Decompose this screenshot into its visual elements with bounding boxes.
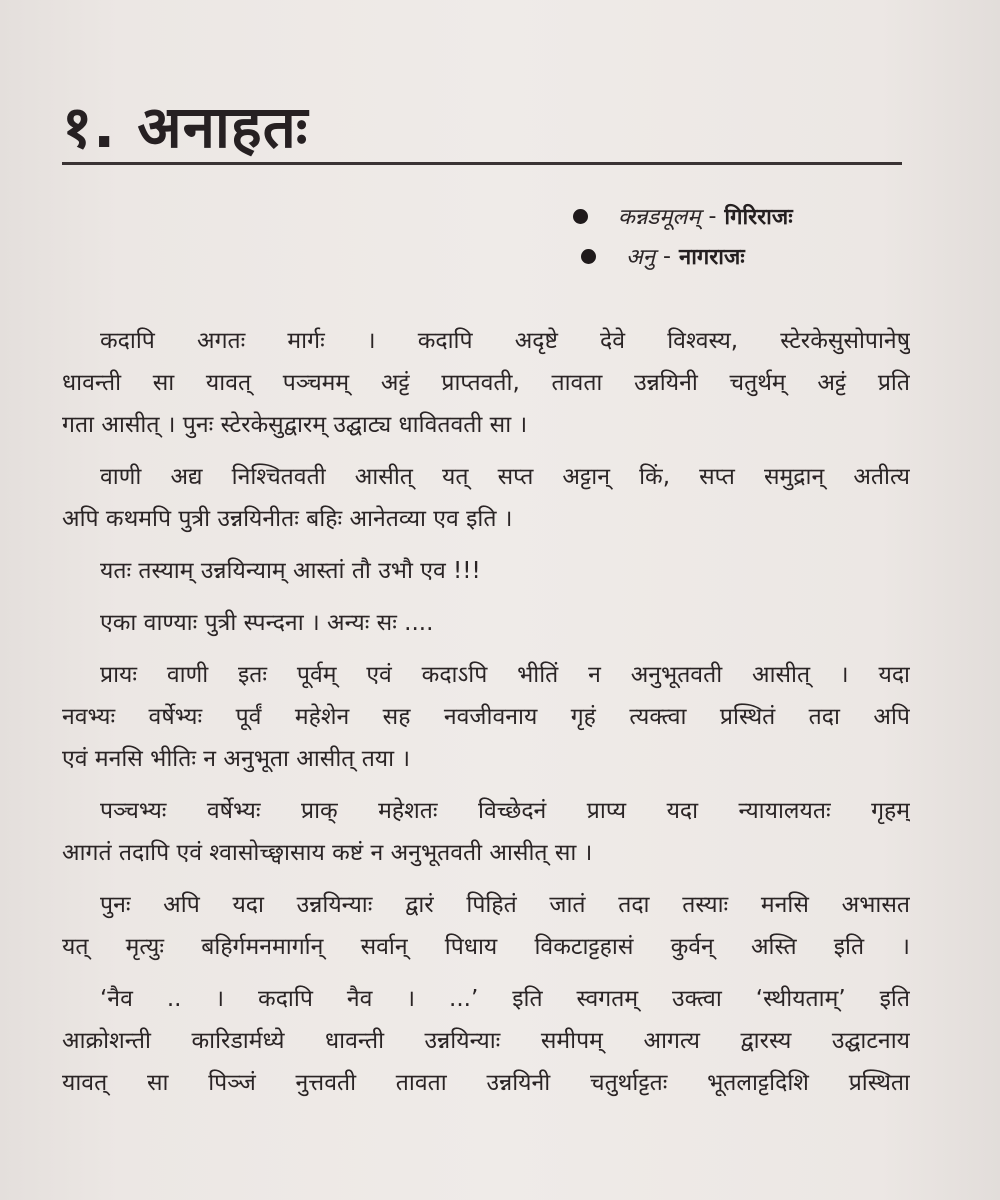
paragraph: [62, 550, 910, 592]
text-line: आगतं तदापि एवं श्वासोच्छ्वासाय कष्टं न अनुभूतवती आसीत् सा ।: [62, 840, 593, 866]
text-line: एका वाण्याः पुत्री स्पन्दना । अन्यः सः ....: [100, 610, 434, 636]
epigraph-line: [581, 236, 933, 276]
text-line: नवभ्यः वर्षेभ्यः पूर्वं महेशेन सह नवजीवनाय गृहं त्यक्त्वा प्रस्थितं तदा अपि: [62, 704, 910, 730]
bullet-icon: [573, 209, 588, 224]
epigraph-source: कन्नडमूलम्: [618, 205, 701, 230]
text-line: वाणी अद्य निश्चितवती आसीत् यत् सप्त अट्टान् किं, सप्त समुद्रान् अतीत्य: [100, 464, 910, 490]
paragraph: [62, 654, 910, 780]
epigraph: [573, 196, 933, 276]
text-line: पञ्चभ्यः वर्षेभ्यः प्राक् महेशतः विच्छेदनं प्राप्य यदा न्यायालयतः गृहम्: [100, 798, 910, 824]
text-line: यत् मृत्युः बहिर्गमनमार्गान् सर्वान् पिधाय विकटाट्टहासं कुर्वन् अस्ति इति ।: [62, 934, 910, 960]
text-line: अपि कथमपि पुत्री उन्नयिनीतः बहिः आनेतव्या एव इति ।: [62, 506, 513, 532]
heading-rule: [62, 162, 902, 165]
body-text: [62, 320, 910, 1114]
chapter-heading: १. अनाहतः: [62, 93, 309, 161]
text-line: यावत् सा पिञ्जं नुत्तवती तावता उन्नयिनी चतुर्थाट्टतः भूतलाट्टदिशि प्रस्थिता: [62, 1070, 910, 1096]
text-line: आक्रोशन्ती कारिडार्मध्ये धावन्ती उन्नयिन्याः समीपम् आगत्य द्वारस्य उद्घाटनाय: [62, 1028, 910, 1054]
text-line: पुनः अपि यदा उन्नयिन्याः द्वारं पिहितं जातं तदा तस्याः मनसि अभासत: [100, 892, 910, 918]
epigraph-dash: -: [708, 203, 717, 229]
text-line: कदापि अगतः मार्गः । कदापि अदृष्टे देवे विश्वस्य, स्टेरकेसुसोपानेषु: [100, 328, 910, 354]
bullet-icon: [581, 249, 596, 264]
text-line: धावन्ती सा यावत् पञ्चमम् अट्टं प्राप्तवती, तावता उन्नयिनी चतुर्थम् अट्टं प्रति: [62, 370, 910, 396]
text-line: यतः तस्याम् उन्नयिन्याम् आस्तां तौ उभौ एव !!!: [100, 558, 481, 584]
paragraph: [62, 320, 910, 446]
epigraph-author: नागराजः: [678, 245, 745, 270]
paragraph: [62, 456, 910, 540]
text-line: एवं मनसि भीतिः न अनुभूता आसीत् तया ।: [62, 746, 411, 772]
paragraph: [62, 884, 910, 968]
text-line: ‘नैव .. । कदापि नैव । ...’ इति स्वगतम् उक्त्वा ‘स्थीयताम्’ इति: [100, 986, 910, 1012]
text-line: गता आसीत् । पुनः स्टेरकेसुद्वारम् उद्घाट्य धावितवती सा ।: [62, 412, 528, 438]
paragraph: [62, 978, 910, 1104]
epigraph-author: गिरिराजः: [724, 205, 793, 230]
paragraph: [62, 790, 910, 874]
epigraph-dash: -: [663, 243, 671, 269]
epigraph-source: अनु: [626, 245, 656, 270]
paragraph: [62, 602, 910, 644]
text-line: प्रायः वाणी इतः पूर्वम् एवं कदाऽपि भीतिं न अनुभूतवती आसीत् । यदा: [100, 662, 910, 688]
epigraph-line: [573, 196, 933, 236]
